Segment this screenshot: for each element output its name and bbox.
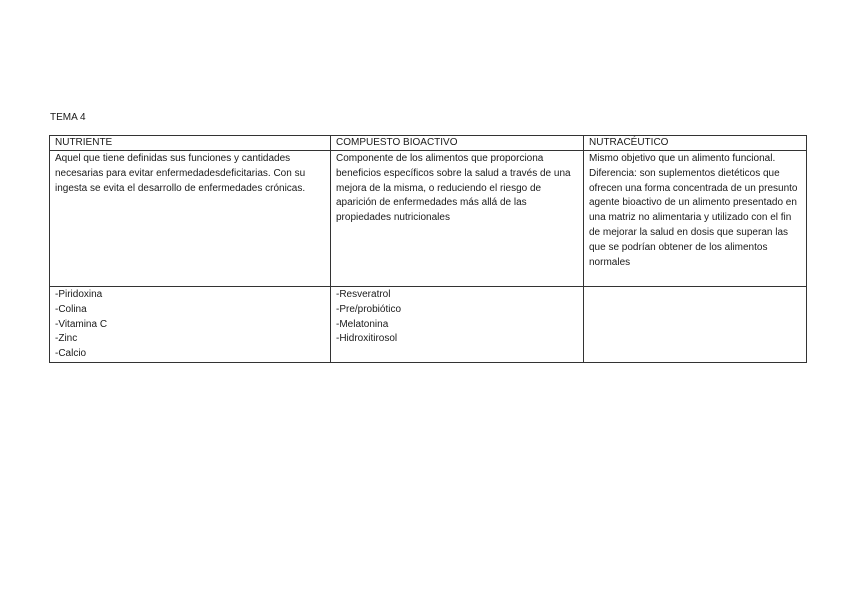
- definition-compuesto-bioactivo: Componente de los alimentos que proporciona beneficios específicos sobre la salud a través de una mejora de la misma, o reduciendo el riesgo de aparición de enfermedades más allá de las propiedades nutricionales: [331, 151, 584, 287]
- examples-row: [50, 287, 807, 363]
- comparison-table: [49, 135, 807, 363]
- definition-row: [50, 151, 807, 287]
- example-item: -Pre/probiótico: [336, 303, 402, 315]
- table-header-row: [50, 136, 807, 151]
- example-item: -Hidroxitirosol: [336, 333, 398, 345]
- example-item: -Resveratrol: [336, 289, 391, 300]
- header-compuesto-bioactivo: COMPUESTO BIOACTIVO: [331, 136, 584, 151]
- examples-compuesto-bioactivo: [331, 287, 584, 363]
- definition-nutraceutico: Mismo objetivo que un alimento funcional. Diferencia: son suplementos dietéticos que ofrecen una forma concentrada de un presunto agente bioactivo de un alimento presentado en una matriz no alimentaria y utilizado con el fin de mejorar la salud en dosis que superan las que se podrían obtener de los alimentos normales: [584, 151, 807, 287]
- example-item: -Colina: [55, 303, 87, 315]
- example-item: -Vitamina C: [55, 318, 108, 330]
- example-item: -Piridoxina: [55, 289, 103, 300]
- examples-nutraceutico: [584, 287, 807, 363]
- example-item: -Calcio: [55, 348, 87, 360]
- example-item: -Zinc: [55, 333, 78, 345]
- header-nutriente: NUTRIENTE: [50, 136, 331, 151]
- document-title: TEMA 4: [50, 112, 86, 123]
- example-item: -Melatonina: [336, 318, 389, 330]
- header-nutraceutico: NUTRACÉUTICO: [584, 136, 807, 151]
- examples-nutriente: [50, 287, 331, 363]
- definition-nutriente: Aquel que tiene definidas sus funciones y cantidades necesarias para evitar enfermedadesdeficitarias. Con su ingesta se evita el desarrollo de enfermedades crónicas.: [50, 151, 331, 287]
